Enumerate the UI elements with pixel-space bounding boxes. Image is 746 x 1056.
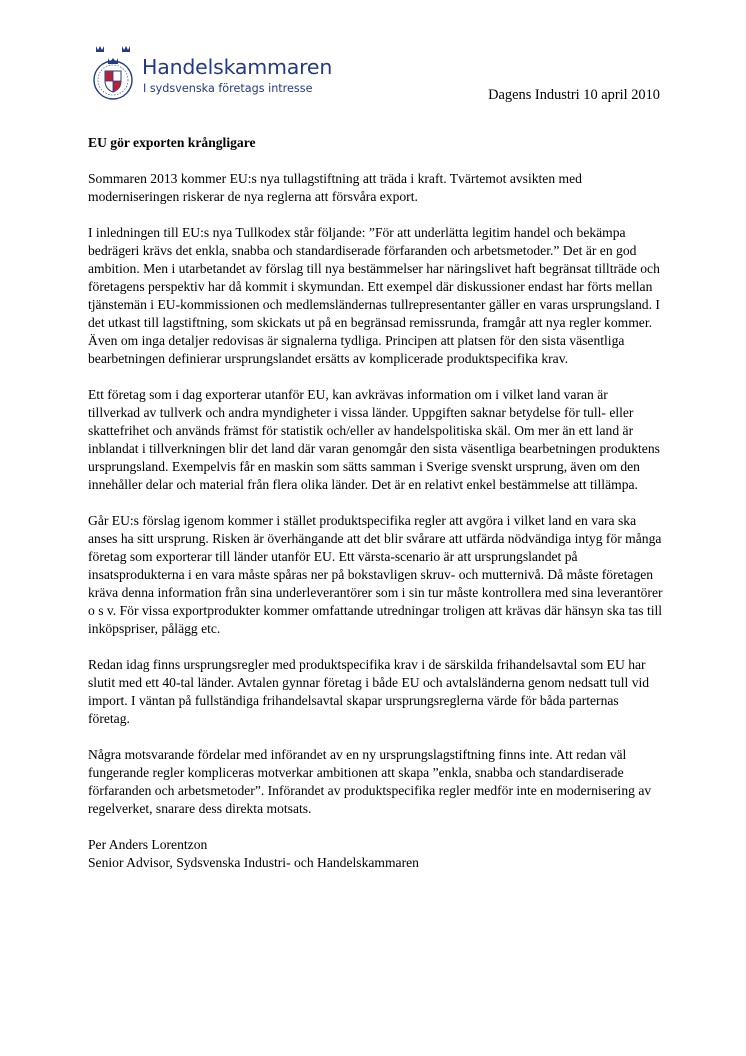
organization-name: Handelskammaren [142,55,333,79]
author-role: Senior Advisor, Sydsvenska Industri- och Handelskammaren [88,855,419,870]
article-paragraph: I inledningen till EU:s nya Tullkodex står följande: ”För att underlätta legitim handel och bekämpa bedrägeri krävs det enkla, snabba och standardiserade förfaranden och arbetsmetoder.” Det är en god ambition. Men i utarbetandet av förslag till nya bestämmelser har näringslivet haft begränsat tillträde och företagens perspektiv har då kommit i skymundan. Ett exempel där diskussioner endast har förts mellan tjänstemän i EU-kommissionen och medlemsländernas tullrepresentanter gäller en varas ursprungsland. I det utkast till lagstiftning, som skickats ut på en begränsad remissrunda, framgår att nya regler kommer. Även om inga detaljer redovisas är signalerna tydliga. Principen att platsen för den sista väsentliga bearbetningen definierar ursprungslandet ersätts av komplicerade produktspecifika krav. [88,225,660,366]
article-body [88,134,663,872]
publication-source: Dagens Industri 10 april 2010 [488,87,660,103]
article-paragraph: Ett företag som i dag exporterar utanför EU, kan avkrävas information om i vilket land varan är tillverkad av tullverk och andra myndigheter i vissa länder. Uppgiften saknar betydelse för tull- eller skattefrihet och används främst för statistik och/eller av handelspolitiska skäl. Om mer än ett land är inblandat i tillverkningen blir det land där varan genomgår den sista väsentliga bearbetningen produktens ursprungsland. Exempelvis får en maskin som sätts samman i Sverige svenskt ursprung, även om den innehåller delar och material från flera olika länder. Det är en relativt enkel bestämmelse att tillämpa. [88,387,660,492]
author-name: Per Anders Lorentzon [88,837,208,852]
article-paragraph: Några motsvarande fördelar med införandet av en ny ursprungslagstiftning finns inte. Att redan väl fungerande regler kompliceras motverkar ambitionen att skapa ”enkla, snabba och standardiserade förfaranden och arbetsmetoder”. Införandet av produktspecifika regler medför inte en modernisering av regelverket, snarare dess direkta motsats. [88,747,652,816]
letterhead [86,40,660,110]
organization-tagline: I sydsvenska företags intresse [143,82,313,95]
article-title: EU gör exporten krångligare [88,135,256,150]
article-paragraph: Redan idag finns ursprungsregler med produktspecifika krav i de särskilda frihandelsavtal som EU har slutit med ett 40-tal länder. Avtalen gynnar företag i både EU och avtalsländerna genom nedsatt tull vid import. I väntan på fullständiga frihandelsavtal skapar ursprungsreglerna värde för båda parternas företag. [88,657,650,726]
article-paragraph: Sommaren 2013 kommer EU:s nya tullagstiftning att träda i kraft. Tvärtemot avsikten med moderniseringen riskerar de nya reglerna att försvåra export. [88,171,582,204]
chamber-of-commerce-seal-icon [88,40,138,104]
article-paragraph: Går EU:s förslag igenom kommer i stället produktspecifika regler att avgöra i vilket land en vara ska anses ha sitt ursprung. Risken är överhängande att det blir svårare att utfärda nödvändiga intyg för många företag som exporterar till länder utanför EU. Ett värsta-scenario är att ursprungslandet på insatsprodukterna i en vara måste spåras ner på bokstavligen skruv- och mutternivå. Då måste företagen kräva denna information från sina underleverantörer som i sin tur måste kontrollera med sina leverantörer o s v. För vissa exportprodukter kommer omfattande utredningar troligen att krävas där hänsyn ska tas till inköpspriser, pålägg etc. [88,513,663,636]
author-signature [88,836,663,872]
